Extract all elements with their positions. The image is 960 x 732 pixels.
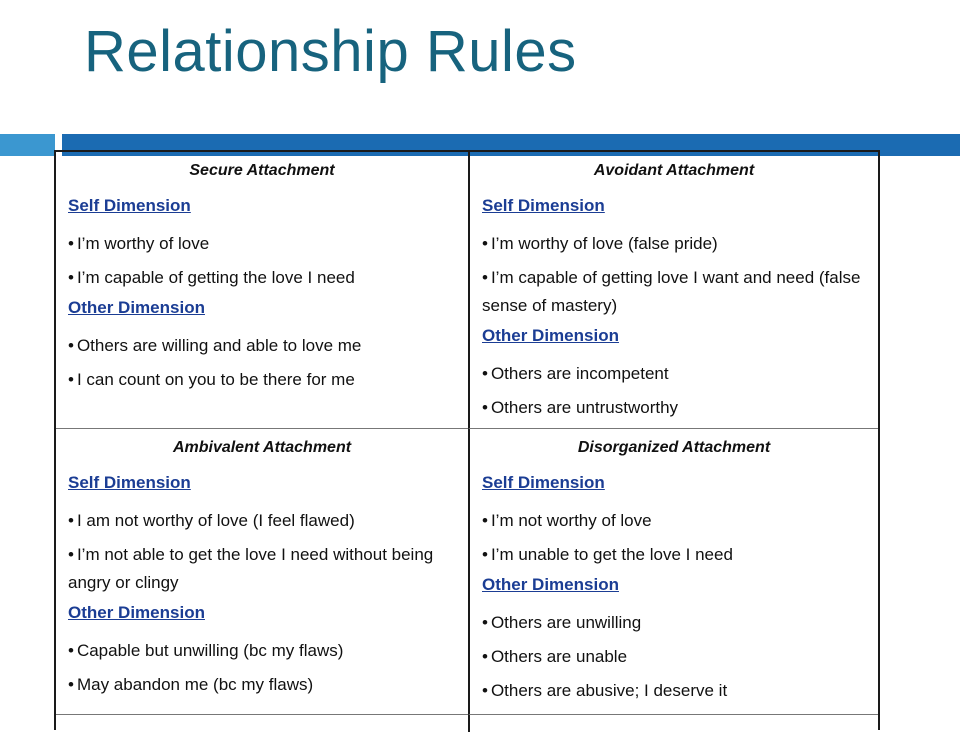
list-item: • I’m worthy of love (false pride): [482, 234, 718, 253]
slide-title: Relationship Rules: [84, 19, 577, 84]
list-item: • I can count on you to be there for me: [68, 370, 355, 389]
self-dimension-label: Self Dimension: [68, 196, 191, 215]
list-item: • I’m not worthy of love: [482, 511, 652, 530]
table-empty-cell: [468, 714, 878, 732]
bullet-icon: •: [482, 364, 488, 383]
bullet-icon: •: [482, 613, 488, 632]
table-empty-cell: [56, 714, 468, 732]
accent-bar-left: [0, 134, 55, 156]
cell-heading: Disorganized Attachment: [577, 439, 771, 456]
list-item: • I’m capable of getting the love I need: [68, 268, 355, 287]
cell-heading: Avoidant Attachment: [593, 162, 755, 179]
list-item: • Others are unwilling: [482, 613, 642, 632]
cell-disorganized-attachment: [468, 428, 878, 714]
bullet-icon: •: [68, 370, 74, 389]
attachment-table: [54, 150, 880, 730]
cell-ambivalent-attachment: [56, 428, 468, 714]
list-item: • Others are abusive; I deserve it: [482, 681, 728, 700]
self-dimension-label: Self Dimension: [482, 196, 605, 215]
bullet-icon: •: [68, 545, 74, 564]
bullet-icon: •: [482, 647, 488, 666]
bullet-icon: •: [68, 511, 74, 530]
list-item: • Others are untrustworthy: [482, 398, 679, 417]
list-item: • Capable but unwilling (bc my flaws): [68, 641, 344, 660]
bullet-icon: •: [482, 511, 488, 530]
list-item: • I’m worthy of love: [68, 234, 210, 253]
bullet-icon: •: [482, 398, 488, 417]
bullet-icon: •: [482, 681, 488, 700]
bullet-icon: •: [68, 234, 74, 253]
other-dimension-label: Other Dimension: [68, 603, 205, 622]
other-dimension-label: Other Dimension: [68, 298, 205, 317]
cell-heading: Secure Attachment: [189, 162, 335, 179]
self-dimension-label: Self Dimension: [68, 473, 191, 492]
bullet-icon: •: [68, 641, 74, 660]
other-dimension-label: Other Dimension: [482, 326, 619, 345]
list-item: • May abandon me (bc my flaws): [68, 675, 314, 694]
list-item: • I’m capable of getting love I want and need (false sense of mastery): [482, 268, 861, 315]
list-item: • I’m unable to get the love I need: [482, 545, 733, 564]
cell-heading: Ambivalent Attachment: [172, 439, 352, 456]
bullet-icon: •: [68, 675, 74, 694]
bullet-icon: •: [68, 336, 74, 355]
list-item: • Others are unable: [482, 647, 628, 666]
cell-avoidant-attachment: [468, 152, 878, 428]
bullet-icon: •: [68, 268, 74, 287]
bullet-icon: •: [482, 268, 488, 287]
list-item: • Others are willing and able to love me: [68, 336, 362, 355]
list-item: • Others are incompetent: [482, 364, 669, 383]
self-dimension-label: Self Dimension: [482, 473, 605, 492]
other-dimension-label: Other Dimension: [482, 575, 619, 594]
bullet-icon: •: [482, 234, 488, 253]
bullet-icon: •: [482, 545, 488, 564]
cell-secure-attachment: [56, 152, 468, 428]
list-item: • I am not worthy of love (I feel flawed): [68, 511, 355, 530]
list-item: • I’m not able to get the love I need without being angry or clingy: [68, 545, 434, 592]
